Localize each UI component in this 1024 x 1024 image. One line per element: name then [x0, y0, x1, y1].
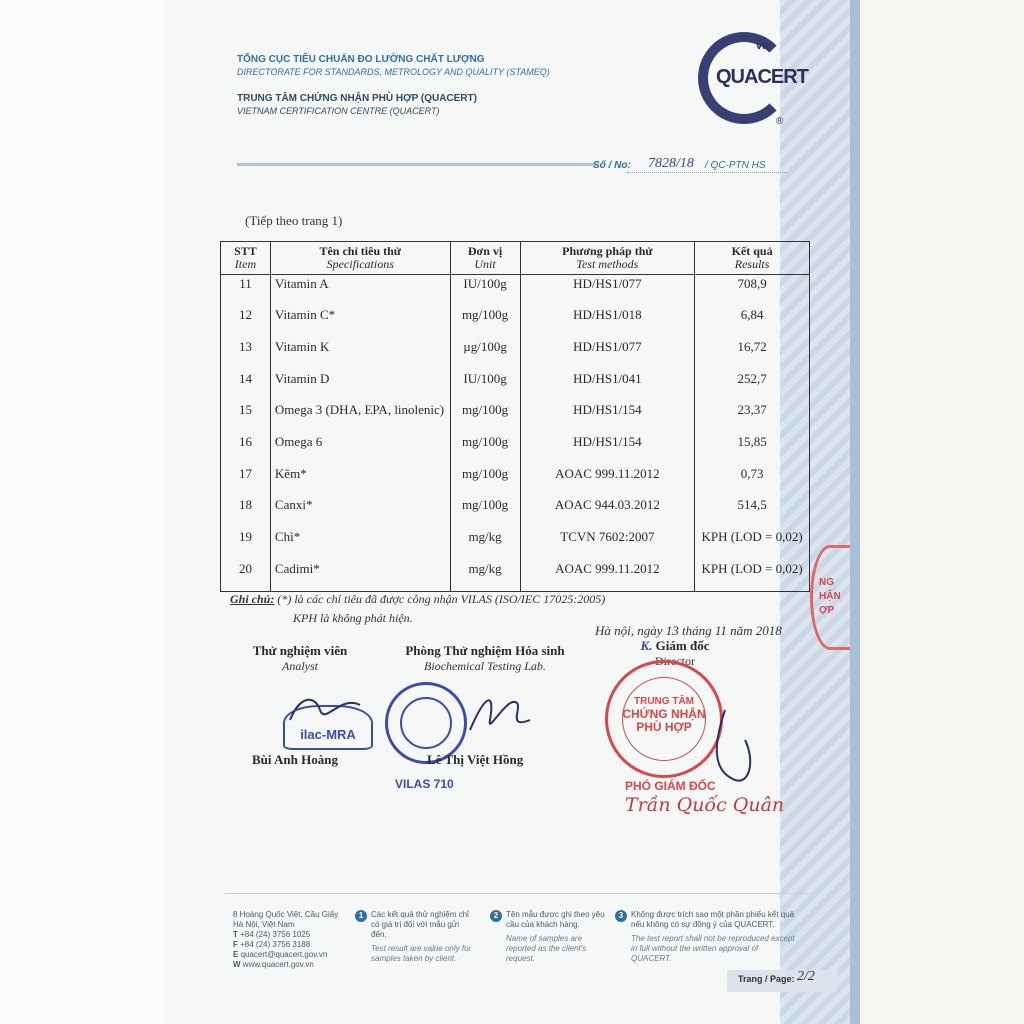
analyst-block — [245, 643, 355, 674]
lab-title: Phòng Thử nghiệm Hóa sinh — [405, 643, 565, 658]
director-prefix: K. — [640, 638, 653, 653]
table-row — [221, 433, 810, 465]
report-number-label: Số / No: — [593, 160, 631, 171]
lab-head-name: Lê Thị Việt Hồng — [427, 752, 524, 767]
centre-name-en: VIETNAM CERTIFICATION CENTRE (QUACERT) — [237, 106, 440, 116]
report-number-value: 7828/18 — [648, 156, 694, 171]
header-unit: Đơn vị Unit — [450, 242, 520, 275]
accreditation-stamp-inner — [400, 697, 452, 749]
cell-unit: µg/100g — [450, 338, 520, 370]
note-3-badge: 3 — [615, 910, 627, 922]
header-rule — [237, 163, 597, 166]
note-2-badge: 2 — [490, 910, 502, 922]
cell-spec: Omega 3 (DHA, EPA, linolenic) — [270, 401, 450, 433]
cell-method: HD/HS1/041 — [520, 370, 695, 402]
cell-unit: mg/100g — [450, 433, 520, 465]
cell-spec: Vitamin K — [270, 338, 450, 370]
ilac-mra-stamp: ilac-MRA — [283, 705, 373, 750]
cell-method: HD/HS1/154 — [520, 433, 695, 465]
logo-vn: vn — [756, 40, 769, 52]
cell-stt: 15 — [221, 401, 271, 433]
cell-method: TCVN 7602:2007 — [520, 528, 695, 560]
footer-rule — [225, 893, 815, 894]
cell-spec: Vitamin A — [270, 275, 450, 307]
cell-spec: Vitamin D — [270, 370, 450, 402]
analyst-title-en: Analyst — [282, 659, 318, 673]
background-right — [855, 0, 1024, 1024]
cell-result: 15,85 — [695, 433, 810, 465]
cell-result: KPH (LOD = 0,02) — [695, 528, 810, 560]
cell-result: 0,73 — [695, 465, 810, 497]
cell-method: HD/HS1/077 — [520, 338, 695, 370]
cell-method: HD/HS1/018 — [520, 306, 695, 338]
cell-result: KPH (LOD = 0,02) — [695, 560, 810, 592]
footer-address-2: Hà Nội, Việt Nam — [233, 920, 295, 929]
deputy-director-title: PHÓ GIÁM ĐỐC — [625, 779, 716, 793]
notes-line-2: KPH là không phát hiện. — [293, 611, 413, 625]
notes — [230, 592, 605, 607]
cell-stt: 19 — [221, 528, 271, 560]
cell-stt: 14 — [221, 370, 271, 402]
side-red-stamp — [810, 545, 850, 650]
report-number-suffix: / QC-PTN HS — [705, 160, 766, 171]
cell-stt: 20 — [221, 560, 271, 592]
cell-stt: 18 — [221, 496, 271, 528]
footer-address-1: 8 Hoàng Quốc Việt, Cầu Giấy — [233, 910, 339, 919]
report-number-dots — [627, 172, 787, 173]
table-row — [221, 338, 810, 370]
cell-spec: Chì* — [270, 528, 450, 560]
logo-registered: ® — [776, 116, 784, 127]
footer-note-3: 3 Không được trích sao một phần phiếu kết quả nếu không có sự đồng ý của QUACERT. The test report shall not be reproduced except in full without the written approval of QUACERT. — [615, 910, 795, 964]
director-signature — [705, 700, 765, 790]
director-title: K. Giám đốc — [640, 638, 710, 653]
table-row — [221, 306, 810, 338]
cell-method: AOAC 944.03.2012 — [520, 496, 695, 528]
table-row — [221, 401, 810, 433]
cell-stt: 11 — [221, 275, 271, 307]
notes-label: Ghi chú: — [230, 592, 275, 606]
cell-stt: 13 — [221, 338, 271, 370]
footer-note-2: 2 Tên mẫu được ghi theo yêu cầu của khách hàng. Name of samples are reported as the client's request. — [490, 910, 610, 964]
header-item: STT Item — [221, 242, 271, 275]
table-row — [221, 496, 810, 528]
director-title-en: Director — [655, 654, 695, 668]
cell-unit: mg/kg — [450, 528, 520, 560]
cell-method: HD/HS1/077 — [520, 275, 695, 307]
cell-result: 252,7 — [695, 370, 810, 402]
table-row — [221, 465, 810, 497]
footer-note-1: 1 Các kết quả thử nghiệm chỉ có giá trị đối với mẫu gửi đến. Test result are value only for samples taken by client. — [355, 910, 475, 964]
cell-spec: Canxi* — [270, 496, 450, 528]
cell-unit: mg/100g — [450, 465, 520, 497]
cell-stt: 17 — [221, 465, 271, 497]
cell-unit: IU/100g — [450, 370, 520, 402]
centre-name-vn: TRUNG TÂM CHỨNG NHẬN PHÙ HỢP (QUACERT) — [237, 93, 477, 104]
cell-method: HD/HS1/154 — [520, 401, 695, 433]
cell-result: 6,84 — [695, 306, 810, 338]
org-name-vn: TỔNG CỤC TIÊU CHUẨN ĐO LƯỜNG CHẤT LƯỢNG — [237, 54, 485, 65]
logo-text: QUACERT — [716, 66, 808, 88]
background-left — [0, 0, 165, 1024]
org-name-en: DIRECTORATE FOR STANDARDS, METROLOGY AND QUALITY (STAMEQ) — [237, 67, 550, 77]
analyst-signature — [285, 690, 365, 730]
cell-unit: mg/100g — [450, 306, 520, 338]
vilas-label: VILAS 710 — [395, 777, 454, 791]
cell-unit: IU/100g — [450, 275, 520, 307]
analyst-name: Bùi Anh Hoàng — [252, 752, 338, 767]
cell-method: AOAC 999.11.2012 — [520, 560, 695, 592]
side-stamp-text: NG HẬN ỢP — [819, 577, 841, 616]
cell-stt: 16 — [221, 433, 271, 465]
continuation-note: (Tiếp theo trang 1) — [245, 213, 343, 228]
note-1-badge: 1 — [355, 910, 367, 922]
table-header-row — [221, 242, 810, 275]
cell-unit: mg/kg — [450, 560, 520, 592]
cell-result: 23,37 — [695, 401, 810, 433]
cell-spec: Omega 6 — [270, 433, 450, 465]
page-label: Trang / Page: — [738, 974, 795, 984]
analyst-title: Thử nghiệm viên — [252, 643, 348, 658]
results-table — [220, 241, 810, 592]
footer-email: E quacert@quacert.gov.vn — [233, 950, 328, 959]
quacert-logo — [698, 32, 808, 127]
lab-block — [390, 643, 580, 674]
cell-result: 514,5 — [695, 496, 810, 528]
page-value: 2/2 — [797, 969, 815, 984]
document-page — [165, 0, 860, 1024]
footer-web: W www.quacert.gov.vn — [233, 960, 314, 969]
header-result: Kết quả Results — [695, 242, 810, 275]
red-stamp-text: TRUNG TÂM CHỨNG NHẬN PHÙ HỢP — [622, 696, 706, 734]
cell-spec: Cadimi* — [270, 560, 450, 592]
cell-result: 708,9 — [695, 275, 810, 307]
notes-line-1: (*) là các chỉ tiêu đã được công nhận VILAS (ISO/IEC 17025:2005) — [277, 592, 606, 606]
lab-title-en: Biochemical Testing Lab. — [424, 659, 546, 673]
cell-result: 16,72 — [695, 338, 810, 370]
table-row — [221, 528, 810, 560]
footer-tel: T +84 (24) 3756 1025 — [233, 930, 311, 939]
table-row — [221, 275, 810, 307]
issue-date: Hà nội, ngày 13 tháng 11 năm 2018 — [595, 623, 782, 638]
footer-contact — [233, 910, 363, 970]
table-row — [221, 560, 810, 592]
cell-stt: 12 — [221, 306, 271, 338]
cell-unit: mg/100g — [450, 496, 520, 528]
cell-unit: mg/100g — [450, 401, 520, 433]
cell-spec: Vitamin C* — [270, 306, 450, 338]
header-method: Phương pháp thử Test methods — [520, 242, 695, 275]
deputy-director-name: Trần Quốc Quân — [625, 794, 785, 816]
header-spec: Tên chỉ tiêu thử Specifications — [270, 242, 450, 275]
cell-method: AOAC 999.11.2012 — [520, 465, 695, 497]
footer-fax: F +84 (24) 3756 3188 — [233, 940, 311, 949]
cell-spec: Kẽm* — [270, 465, 450, 497]
table-row — [221, 370, 810, 402]
lab-signature — [465, 690, 535, 740]
